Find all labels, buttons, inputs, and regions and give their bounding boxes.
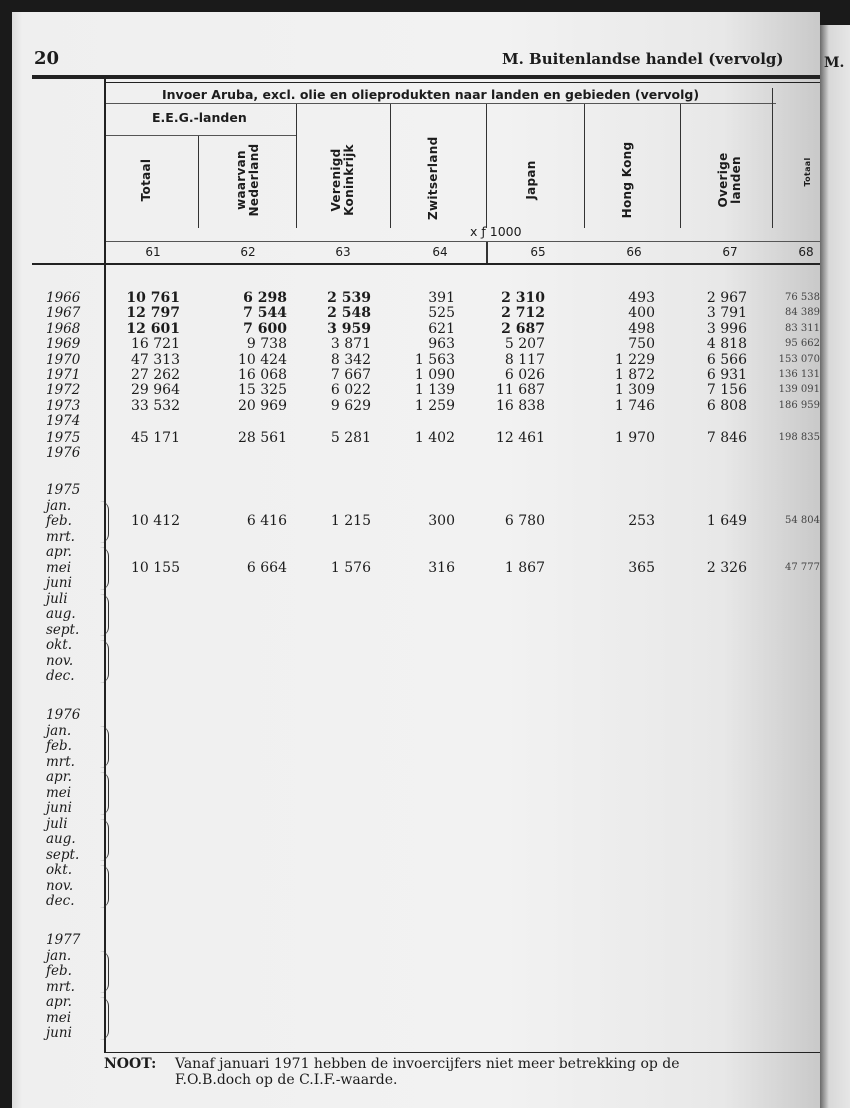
table-cell: 9 738 — [246, 336, 287, 353]
table-cell: 10 424 — [238, 351, 287, 368]
table-cell: 186 959 — [778, 399, 820, 411]
next-page-head: M. — [824, 55, 845, 71]
table-cell: 5 207 — [504, 336, 545, 353]
unit-label: x ƒ 1000 — [470, 224, 522, 239]
table-cell: 253 — [628, 513, 655, 529]
column-header: Zwitserland — [426, 136, 440, 220]
table-cell: 3 871 — [330, 336, 371, 353]
table-cell: 47 313 — [131, 351, 180, 368]
table-cell: 1 259 — [414, 397, 455, 414]
month-label: okt. — [46, 637, 73, 653]
quarter-brace — [100, 726, 109, 769]
month-label: jan. — [46, 722, 72, 739]
table-cell: 3 959 — [327, 320, 371, 337]
month-label: jan. — [46, 497, 72, 514]
block-year-label: 1976 — [46, 707, 81, 723]
month-label: apr. — [46, 544, 72, 560]
month-label: juni — [46, 1025, 72, 1041]
month-label: juli — [46, 815, 68, 832]
month-label: dec. — [46, 893, 75, 909]
group-header-eeg: E.E.G.-landen — [152, 110, 247, 125]
table-cell: 6 780 — [504, 513, 545, 529]
col-divider — [486, 104, 487, 228]
table-cell: 1 872 — [614, 367, 655, 383]
row-label-year: 1968 — [46, 320, 81, 337]
month-label: juni — [46, 800, 72, 816]
table-cell: 963 — [428, 336, 455, 353]
table-cell: 1 867 — [504, 559, 545, 576]
table-cell: 8 342 — [330, 351, 371, 368]
table-cell: 6 026 — [504, 367, 545, 383]
table-cell: 1 215 — [330, 513, 371, 529]
table-cell: 6 416 — [246, 513, 287, 529]
month-label: sept. — [46, 621, 80, 638]
month-label: mei — [46, 784, 72, 801]
table-cell: 7 846 — [706, 429, 747, 446]
month-label: aug. — [46, 606, 76, 622]
title-rule — [106, 82, 820, 83]
column-number: 64 — [432, 245, 448, 259]
column-number: 62 — [240, 245, 256, 259]
quarter-brace — [100, 772, 109, 815]
table-cell: 400 — [628, 305, 655, 322]
table-cell: 1 649 — [706, 513, 747, 529]
table-cell: 365 — [628, 559, 655, 576]
month-label: sept. — [46, 846, 80, 863]
month-label: nov. — [46, 652, 74, 669]
table-cell: 2 712 — [501, 305, 545, 322]
row-label-year: 1970 — [46, 351, 81, 368]
table-cell: 1 563 — [414, 351, 455, 368]
table-cell: 28 561 — [238, 429, 287, 446]
month-label: apr. — [46, 994, 72, 1010]
table-cell: 198 835 — [778, 431, 820, 443]
table-cell: 1 970 — [614, 429, 655, 446]
table-cell: 498 — [628, 320, 655, 337]
table-cell: 95 662 — [785, 338, 820, 350]
table-cell: 6 931 — [706, 367, 747, 383]
col-divider — [296, 104, 297, 228]
month-label: feb. — [46, 738, 72, 754]
note-label: NOOT: — [104, 1056, 157, 1072]
table-cell: 136 131 — [778, 369, 820, 380]
month-label: apr. — [46, 769, 72, 785]
table-cell: 2 967 — [706, 290, 747, 306]
table-cell: 7 156 — [706, 382, 747, 399]
unit-rule — [106, 241, 820, 242]
table-cell: 1 402 — [414, 429, 455, 446]
column-header: Totaal — [803, 157, 812, 187]
column-header: Japan — [524, 160, 538, 200]
title-under-rule — [106, 103, 776, 104]
table-cell: 6 022 — [330, 382, 371, 399]
quarter-brace — [100, 594, 109, 637]
table-cell: 1 090 — [414, 367, 455, 383]
table-cell: 621 — [428, 320, 455, 337]
row-label-year: 1967 — [46, 305, 81, 322]
column-number: 66 — [626, 245, 642, 259]
row-label-year: 1969 — [46, 336, 81, 353]
column-header: waarvan Nederland — [234, 143, 261, 217]
bottom-rule — [106, 1052, 820, 1053]
column-number: 65 — [530, 245, 546, 259]
column-header: Hong Kong — [620, 141, 634, 219]
table-cell: 7 667 — [330, 367, 371, 383]
table-cell: 6 298 — [243, 290, 287, 306]
row-label-year: 1974 — [46, 413, 81, 430]
row-label-year: 1966 — [46, 290, 81, 306]
table-cell: 45 171 — [131, 429, 180, 446]
document-page — [12, 12, 820, 1108]
table-cell: 391 — [428, 290, 455, 306]
table-cell: 1 229 — [614, 351, 655, 368]
table-cell: 2 310 — [501, 290, 545, 306]
header-bottom-rule — [32, 263, 820, 265]
table-cell: 12 601 — [126, 320, 180, 337]
column-header: Totaal — [139, 158, 153, 202]
row-label-year: 1971 — [46, 367, 81, 383]
table-cell: 2 326 — [706, 559, 747, 576]
row-label-year: 1973 — [46, 397, 81, 414]
table-cell: 10 412 — [131, 513, 180, 529]
table-cell: 11 687 — [496, 382, 545, 399]
month-label: feb. — [46, 963, 72, 979]
quarter-brace — [100, 640, 109, 683]
table-cell: 20 969 — [238, 397, 287, 414]
row-label-year: 1975 — [46, 429, 81, 446]
col-divider — [772, 88, 773, 228]
quarter-brace — [100, 865, 109, 908]
group-under-rule — [106, 135, 296, 136]
table-cell: 2 548 — [327, 305, 371, 322]
table-cell: 16 068 — [238, 367, 287, 383]
month-label: dec. — [46, 668, 75, 684]
table-cell: 1 746 — [614, 397, 655, 414]
table-cell: 84 389 — [785, 307, 820, 319]
table-cell: 16 721 — [131, 336, 180, 353]
month-label: mei — [46, 559, 72, 576]
table-cell: 1 576 — [330, 559, 371, 576]
table-cell: 8 117 — [504, 351, 545, 368]
column-number: 61 — [145, 245, 161, 259]
table-cell: 47 777 — [785, 561, 820, 573]
table-cell: 3 791 — [706, 305, 747, 322]
block-year-label: 1977 — [46, 932, 81, 948]
row-label-year: 1972 — [46, 382, 81, 399]
table-cell: 16 838 — [496, 397, 545, 414]
column-number: 68 — [798, 245, 814, 259]
table-cell: 300 — [428, 513, 455, 529]
table-cell: 29 964 — [131, 382, 180, 399]
table-cell: 6 566 — [706, 351, 747, 368]
month-label: nov. — [46, 877, 74, 894]
table-cell: 6 664 — [246, 559, 287, 576]
table-cell: 525 — [428, 305, 455, 322]
table-cell: 15 325 — [238, 382, 287, 399]
table-cell: 316 — [428, 559, 455, 576]
table-cell: 12 797 — [126, 305, 180, 322]
table-title: Invoer Aruba, excl. olie en olieprodukten naar landen en gebieden (vervolg) — [162, 87, 700, 102]
table-cell: 33 532 — [131, 397, 180, 414]
note-line-1: Vanaf januari 1971 hebben de invoercijfers niet meer betrekking op de — [175, 1056, 680, 1072]
table-cell: 83 311 — [785, 322, 820, 334]
table-cell: 54 804 — [785, 515, 820, 526]
table-cell: 6 808 — [706, 397, 747, 414]
column-header: Verenigd Koninkrijk — [329, 144, 356, 216]
month-label: mrt. — [46, 978, 75, 995]
month-label: juli — [46, 590, 68, 607]
table-cell: 4 818 — [706, 336, 747, 353]
block-year-label: 1975 — [46, 482, 81, 498]
table-cell: 3 996 — [706, 320, 747, 337]
col-divider — [486, 242, 488, 263]
next-page-edge — [820, 25, 850, 1108]
month-label: jan. — [46, 947, 72, 964]
table-cell: 10 761 — [126, 290, 180, 306]
table-cell: 2 687 — [501, 320, 545, 337]
top-rule — [32, 75, 820, 79]
quarter-brace — [100, 997, 109, 1040]
table-cell: 1 139 — [414, 382, 455, 399]
table-cell: 10 155 — [131, 559, 180, 576]
col-divider — [198, 136, 199, 228]
table-cell: 12 461 — [496, 429, 545, 446]
table-cell: 7 544 — [243, 305, 287, 322]
page-number: 20 — [34, 48, 60, 69]
col-divider — [390, 104, 391, 228]
row-label-year: 1976 — [46, 445, 81, 461]
table-cell: 9 629 — [330, 397, 371, 414]
note-line-2: F.O.B.doch op de C.I.F.-waarde. — [175, 1072, 398, 1088]
month-label: feb. — [46, 513, 72, 529]
col-divider — [584, 104, 585, 228]
table-cell: 153 070 — [778, 353, 820, 365]
month-label: mrt. — [46, 753, 75, 770]
month-label: mei — [46, 1009, 72, 1026]
month-label: aug. — [46, 831, 76, 847]
table-cell: 76 538 — [785, 292, 820, 303]
column-number: 63 — [335, 245, 351, 259]
table-cell: 5 281 — [330, 429, 371, 446]
table-cell: 139 091 — [778, 384, 820, 396]
table-cell: 2 539 — [327, 290, 371, 306]
table-cell: 750 — [628, 336, 655, 353]
col-divider — [680, 104, 681, 228]
quarter-brace — [100, 819, 109, 862]
month-label: mrt. — [46, 528, 75, 545]
column-number: 67 — [722, 245, 738, 259]
month-label: juni — [46, 575, 72, 591]
month-label: okt. — [46, 862, 73, 878]
table-cell: 493 — [628, 290, 655, 306]
running-head: M. Buitenlandse handel (vervolg) — [502, 50, 784, 68]
column-header: Overige landen — [716, 152, 743, 208]
quarter-brace — [100, 951, 109, 994]
table-cell: 7 600 — [243, 320, 287, 337]
table-cell: 1 309 — [614, 382, 655, 399]
table-cell: 27 262 — [131, 367, 180, 383]
